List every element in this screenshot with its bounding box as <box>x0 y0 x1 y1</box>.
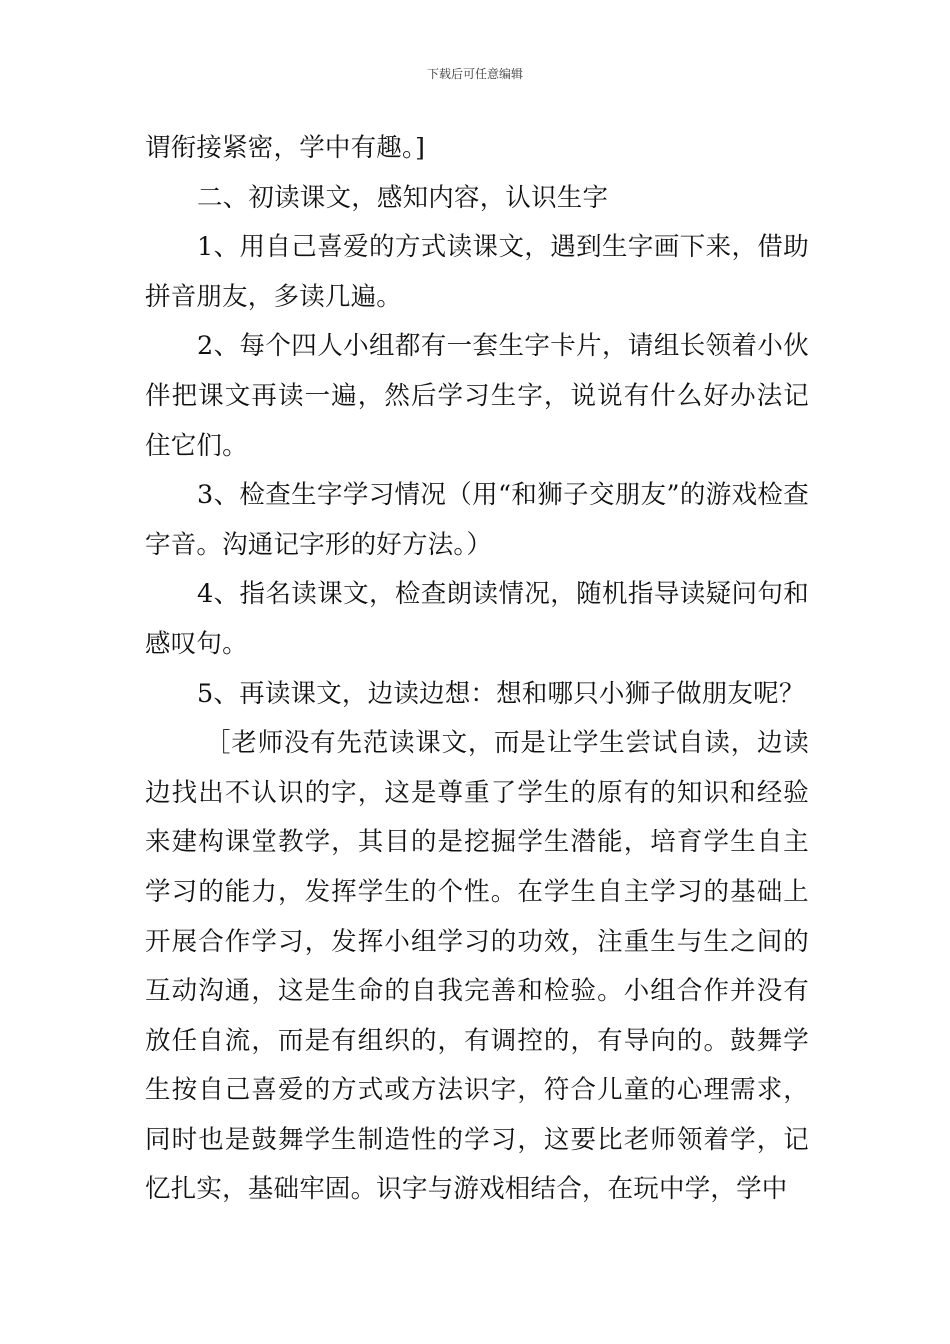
list-item-5: 5、再读课文，边读边想：想和哪只小狮子做朋友呢？ <box>197 678 805 709</box>
list-item-2: 2、每个四人小组都有一套生字卡片，请组长领着小伙伴把课文再读一遍，然后学习生字，说说有什么好办法记住它们。 <box>145 331 809 461</box>
page-header: 下载后可任意编辑 <box>426 67 523 81</box>
list-item-3: 3、检查生字学习情况（用“和狮子交朋友”的游戏检查字音。沟通记字形的好方法。） <box>145 480 809 560</box>
list-item-4: 4、指名读课文，检查朗读情况，随机指导读疑问句和感叹句。 <box>145 579 809 659</box>
list-item-1: 1、用自己喜爱的方式读课文，遇到生字画下来，借助拼音朋友，多读几遍。 <box>145 232 809 312</box>
commentary-paragraph: ［老师没有先范读课文，而是让学生尝试自读，边读边找出不认识的字，这是尊重了学生的原有的知识和经验来建构课堂教学，其目的是挖掘学生潜能，培育学生自主学习的能力，发挥学生的个性。在学生自主学习的基础上开展合作学习，发挥小组学习的功效，注重生与生之间的互动沟通，这是生命的自我完善和检验。小组合作并没有放任自流，而是有组织的，有调控的，有导向的。鼓舞学生按自己喜爱的方式或方法识字，符合儿童的心理需求，同时也是鼓舞学生制造性的学习，这要比老师领着学，记忆扎实，基础牢固。识字与游戏相结合，在玩中学，学中 <box>145 728 809 1205</box>
section-heading: 二、初读课文，感知内容，认识生字 <box>197 182 609 213</box>
document-body <box>145 124 809 1215</box>
paragraph-continuation: 谓衔接紧密，学中有趣。] <box>145 133 426 163</box>
